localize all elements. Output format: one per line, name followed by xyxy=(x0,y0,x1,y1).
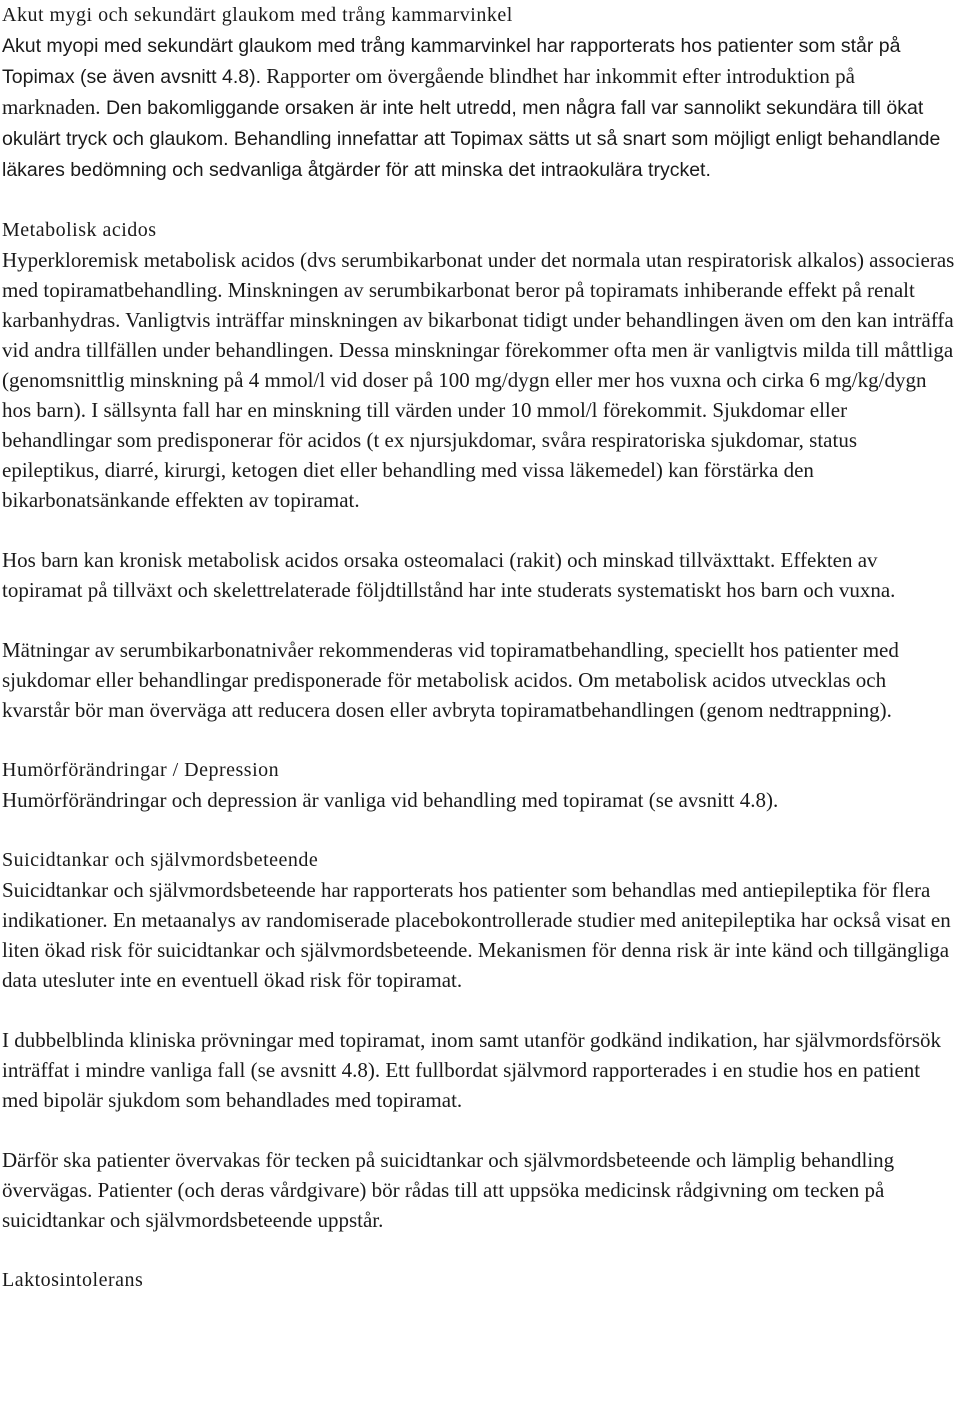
glaukom-text-b: Rapporter om övergående blindhet har inkommit efter introduktion på marknaden. xyxy=(2,64,855,119)
section-heading-acidos: Metabolisk acidos xyxy=(2,219,157,241)
suicid-paragraph-2: I dubbelblinda kliniska prövningar med topiramat, inom samt utanför godkänd indikation, har självmordsförsök inträffat i mindre vanliga fall (se avsnitt 4.8). Ett fullbordat självmord rapporterades i en studie hos en patient med bipolär sjukdom som behandlades med topiramat. xyxy=(2,1028,941,1112)
document-page xyxy=(2,0,958,1295)
glaukom-paragraph xyxy=(2,30,958,185)
section-heading-humor: Humörförändringar / Depression xyxy=(2,759,280,781)
acidos-paragraph-3: Mätningar av serumbikarbonatnivåer rekommenderas vid topiramatbehandling, speciellt hos patienter med sjukdomar eller behandlingar predisponerade för metabolisk acidos. Om metabolisk acidos utvecklas och kvarstår bör man överväga att reducera dosen eller avbryta topiramatbehandlingen (genom nedtrappning). xyxy=(2,638,899,722)
acidos-paragraph-1: Hyperkloremisk metabolisk acidos (dvs serumbikarbonat under det normala utan respiratorisk alkalos) associeras med topiramatbehandling. Minskningen av serumbikarbonat beror på topiramats inhiberande effekt på renalt karbanhydras. Vanligtvis inträffar minskningen av bikarbonat tidigt under behandlingen även om den kan inträffa vid andra tillfällen under behandlingen. Dessa minskningar förekommer ofta men är vanligtvis milda till måttliga (genomsnittlig minskning på 4 mmol/l vid doser på 100 mg/dygn eller mer hos vuxna och cirka 6 mg/kg/dygn hos barn). I sällsynta fall har en minskning till värden under 10 mmol/l förekommit. Sjukdomar eller behandlingar som predisponerar för acidos (t ex njursjukdomar, svåra respiratoriska sjukdomar, status epileptikus, diarré, kirurgi, ketogen diet eller behandling med vissa läkemedel) kan förstärka den bikarbonatsänkande effekten av topiramat. xyxy=(2,248,955,512)
section-heading-laktos: Laktosintolerans xyxy=(2,1269,144,1291)
acidos-paragraph-2: Hos barn kan kronisk metabolisk acidos orsaka osteomalaci (rakit) och minskad tillväxttakt. Effekten av topiramat på tillväxt och skelettrelaterade följdtillstånd har inte studerats systematiskt hos barn och vuxna. xyxy=(2,548,896,602)
glaukom-text-c: Den bakomliggande orsaken är inte helt utredd, men några fall var sannolikt sekundära till ökat okulärt tryck och glaukom. xyxy=(2,97,924,150)
humor-paragraph-1: Humörförändringar och depression är vanliga vid behandling med topiramat (se avsnitt 4.8). xyxy=(2,788,779,812)
glaukom-text-d: Behandling innefattar att Topimax sätts ut så snart som möjligt enligt behandlande läkares bedömning och sedvanliga åtgärder för att minska det intraokulära trycket. xyxy=(2,128,941,181)
section-heading-glaukom: Akut mygi och sekundärt glaukom med trång kammarvinkel xyxy=(2,4,513,26)
suicid-paragraph-3: Därför ska patienter övervakas för tecken på suicidtankar och självmordsbeteende och lämplig behandling övervägas. Patienter (och deras vårdgivare) bör rådas till att uppsöka medicinsk rådgivning om tecken på suicidtankar och självmordsbeteende uppstår. xyxy=(2,1148,895,1232)
section-heading-suicid: Suicidtankar och självmordsbeteende xyxy=(2,849,319,871)
suicid-paragraph-1: Suicidtankar och självmordsbeteende har rapporterats hos patienter som behandlas med antiepileptika för flera indikationer. En metaanalys av randomiserade placebokontrollerade studier med anitepileptika har också visat en liten ökad risk för suicidtankar och självmordsbeteende. Mekanismen för denna risk är inte känd och tillgängliga data utesluter inte en eventuell ökad risk för topiramat. xyxy=(2,878,951,992)
glaukom-text-a: Akut myopi med sekundärt glaukom med trång kammarvinkel har rapporterats hos patienter som står på Topimax (se även avsnitt 4.8). xyxy=(2,35,901,88)
